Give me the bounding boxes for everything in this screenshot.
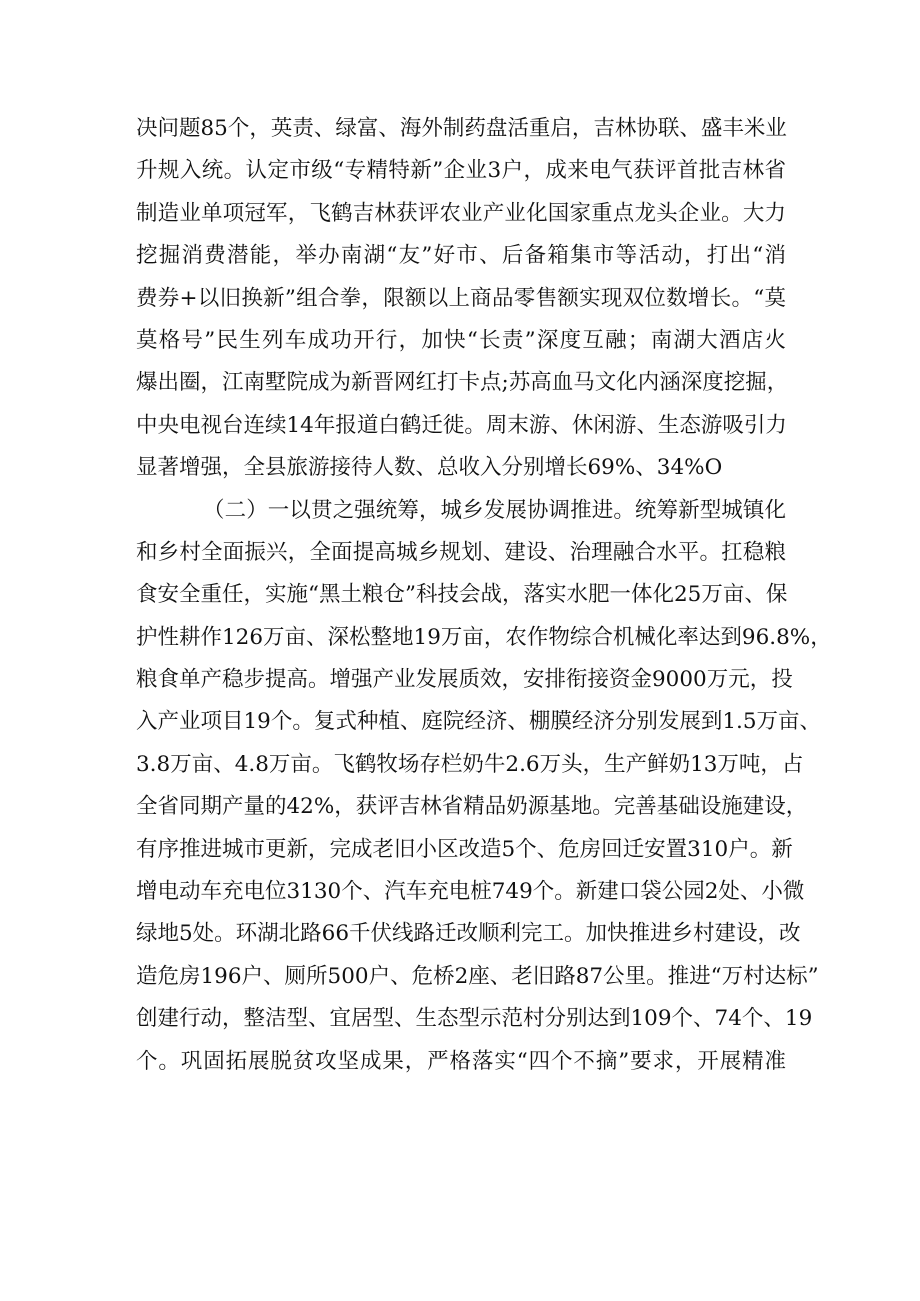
- text-line: 中央电视台连续14年报道白鹤迁徙。周末游、休闲游、生态游吸引力: [136, 412, 787, 438]
- text-line: 有序推进城市更新，完成老旧小区改造5个、危房回迁安置310户。新: [136, 836, 793, 862]
- text-line: 费券+以旧换新”组合拳，限额以上商品零售额实现双位数增长。“莫: [136, 285, 786, 311]
- body-text: [136, 108, 832, 1083]
- paragraph-2: [136, 490, 832, 1083]
- text-line: 显著增强，全县旅游接待人数、总收入分别增长69%、34%O: [136, 455, 723, 481]
- text-line: 个。巩固拓展脱贫攻坚成果，严格落实“四个不摘”要求，开展精准: [136, 1048, 786, 1074]
- text-line: 挖掘消费潜能，举办南湖“友”好市、后备箱集市等活动，打出“消: [136, 243, 786, 269]
- text-line: 全省同期产量的42%，获评吉林省精品奶源基地。完善基础设施建设，: [136, 794, 808, 820]
- text-line: 入产业项目19个。复式种植、庭院经济、棚膜经济分别发展到1.5万亩、: [136, 709, 822, 735]
- paragraph-1: [136, 108, 789, 490]
- text-line: 3.8万亩、4.8万亩。飞鹤牧场存栏奶牛2.6万头，生产鲜奶13万吨，占: [136, 751, 804, 777]
- text-line: 莫格号”民生列车成功开行，加快“长责”深度互融；南湖大酒店火: [136, 327, 786, 353]
- text-line: 粮食单产稳步提高。增强产业发展质效，安排衔接资金9000万元，投: [136, 667, 793, 693]
- text-line: 制造业单项冠军，飞鹤吉林获评农业产业化国家重点龙头企业。大力: [136, 200, 786, 226]
- text-line: 造危房196户、厕所500户、危桥2座、老旧路87公里。推进“万村达标”: [136, 963, 819, 989]
- text-line: 爆出圈，江南墅院成为新晋网红打卡点;苏高血马文化内涵深度挖掘，: [136, 370, 789, 396]
- text-line: 创建行动，整洁型、宜居型、生态型示范村分别达到109个、74个、19: [136, 1006, 813, 1032]
- text-line: 增电动车充电位3130个、汽车充电桩749个。新建口袋公园2处、小微: [136, 879, 805, 905]
- text-line: 升规入统。认定市级“专精特新”企业3户，成来电气获评首批吉林省: [136, 158, 786, 184]
- section-heading-line: （二）一以贯之强统筹，城乡发展协调推进。统筹新型城镇化: [203, 497, 786, 523]
- text-line: 绿地5处。环湖北路66千伏线路迁改顺利完工。加快推进乡村建设，改: [136, 921, 801, 947]
- text-line: 食安全重任，实施“黑土粮仓”科技会战，落实水肥一体化25万亩、保: [136, 582, 788, 608]
- text-line: 决问题85个，英责、绿富、海外制药盘活重启，吉林协联、盛丰米业: [136, 116, 787, 141]
- text-line: 和乡村全面振兴，全面提高城乡规划、建设、治理融合水平。扛稳粮: [136, 539, 786, 565]
- text-line: 护性耕作126万亩、深松整地19万亩，农作物综合机械化率达到96.8%，: [136, 624, 832, 650]
